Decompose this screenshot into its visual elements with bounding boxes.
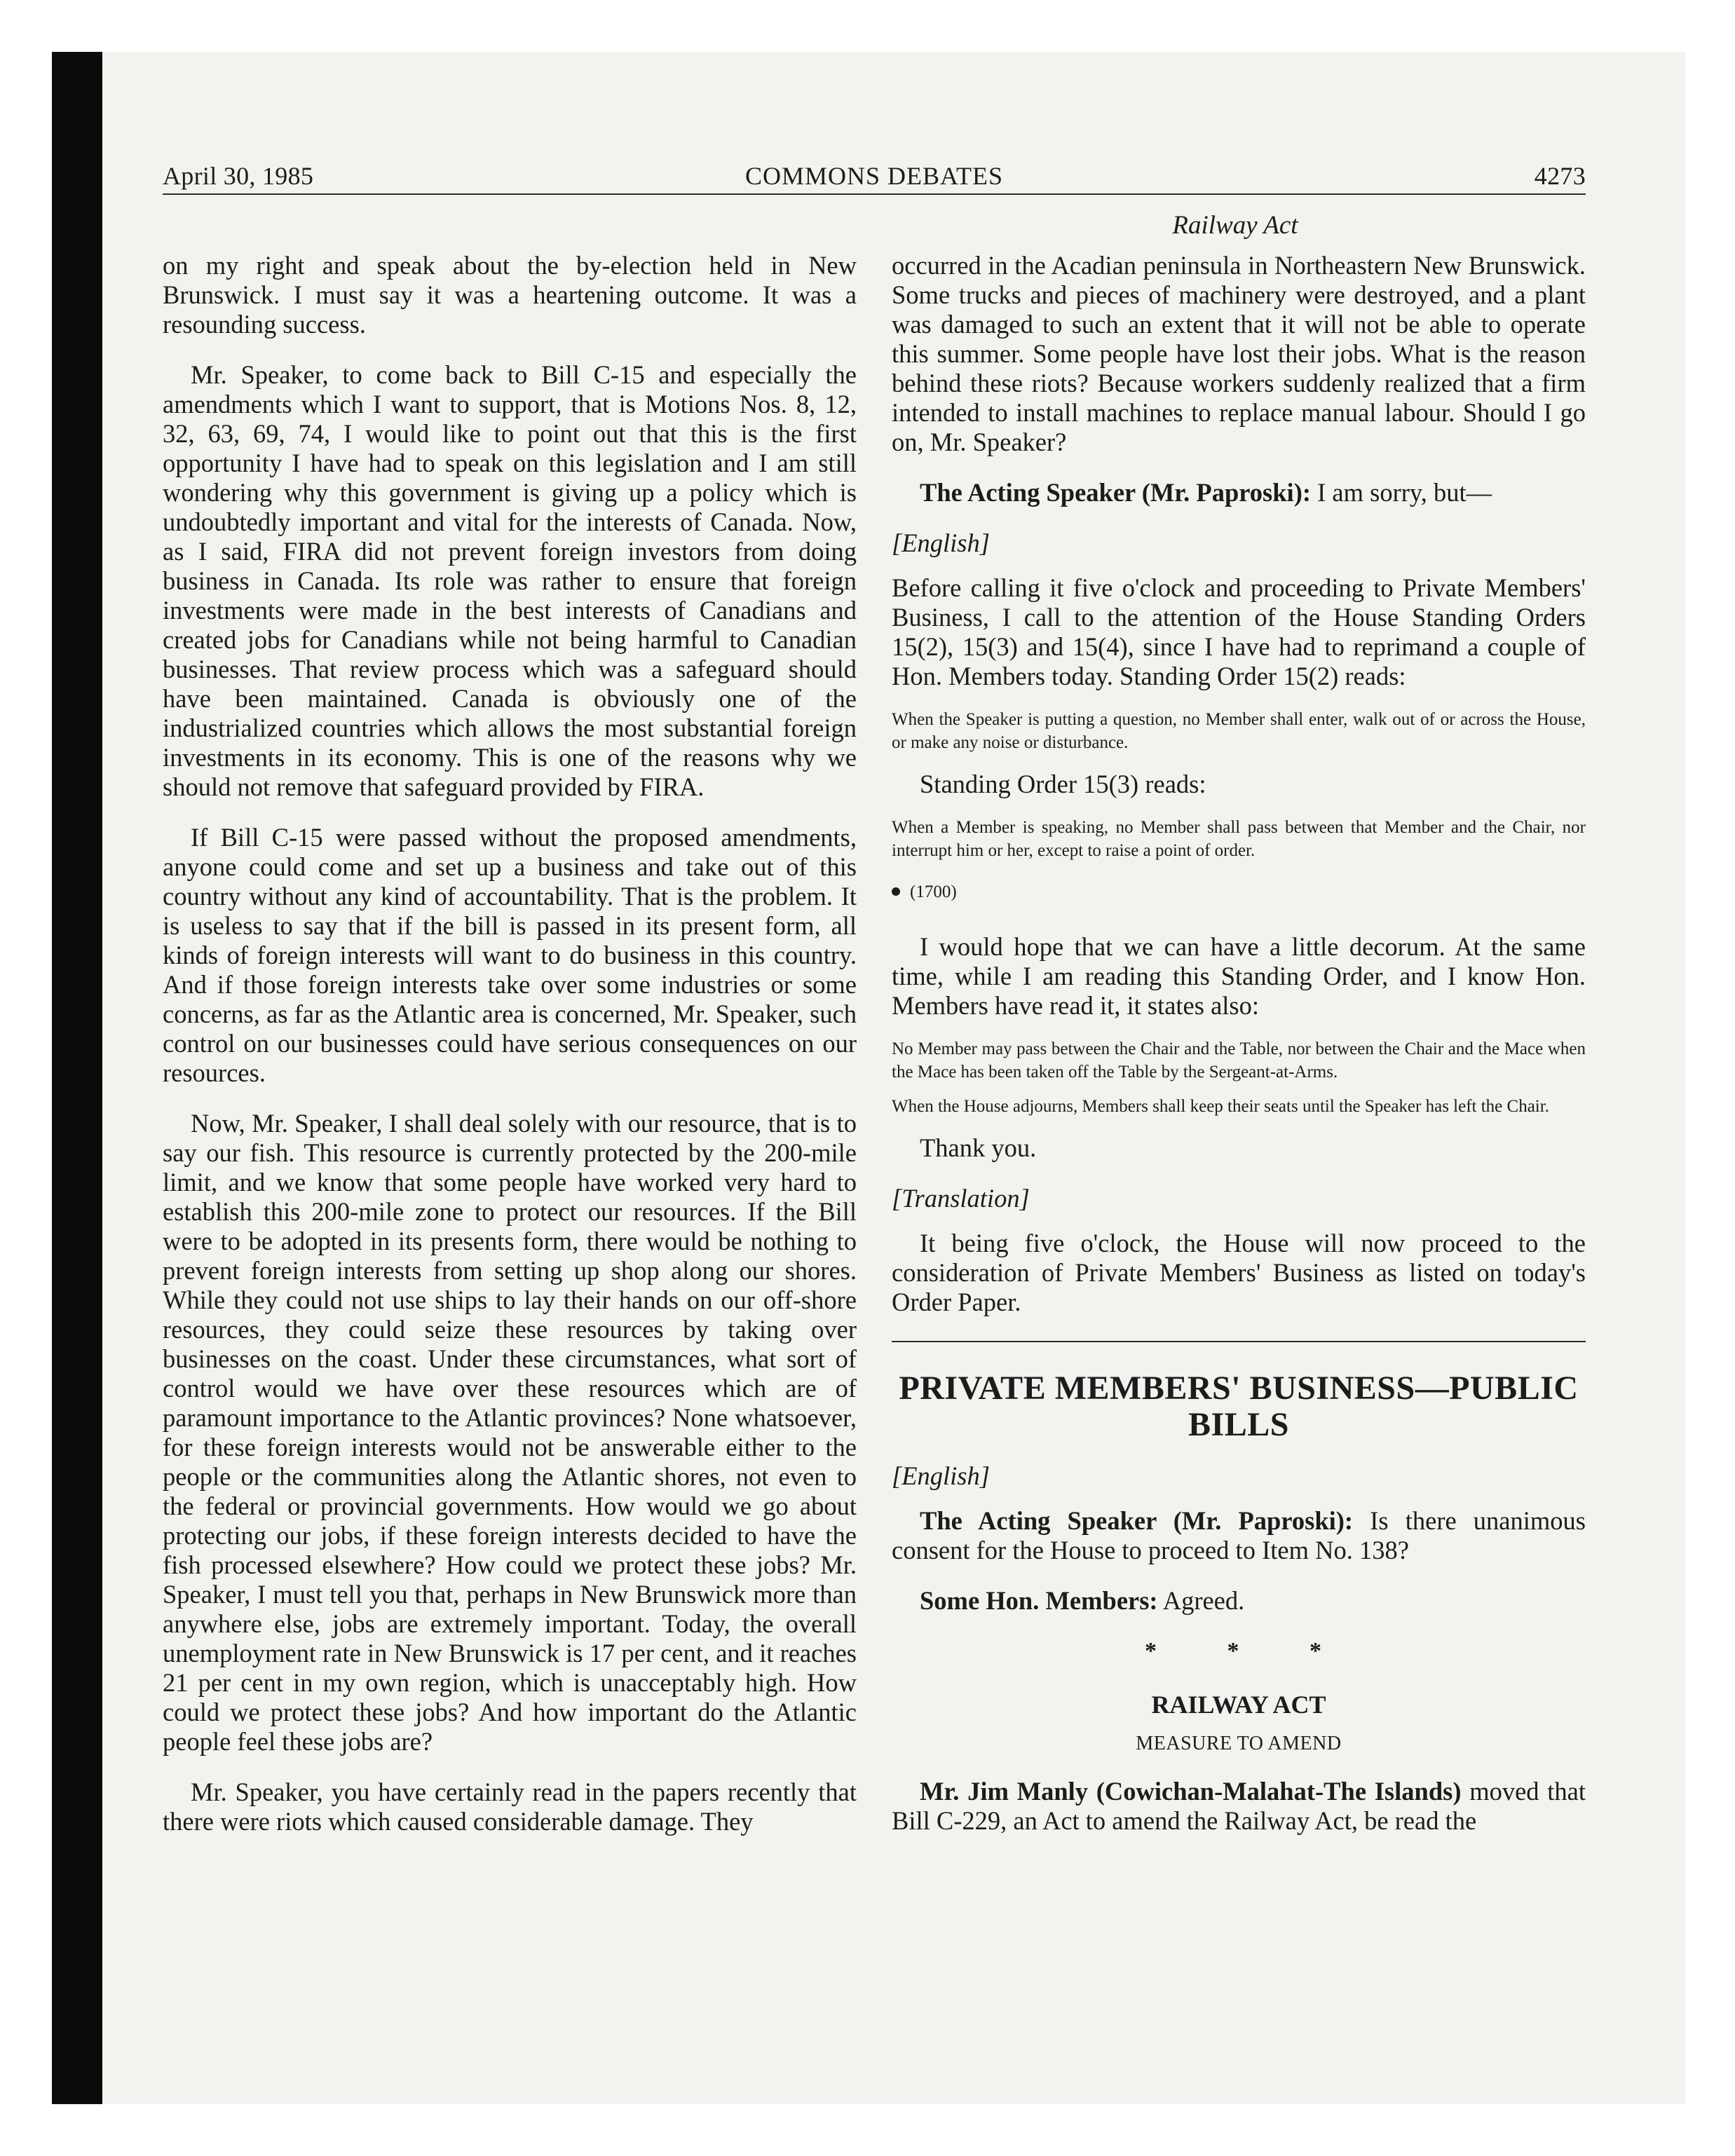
header-title: COMMONS DEBATES: [744, 162, 1004, 190]
paragraph: Thank you.: [920, 1133, 1037, 1162]
speaker-name: The Acting Speaker (Mr. Paproski):: [920, 1506, 1354, 1535]
bill-heading: RAILWAY ACT: [1151, 1691, 1326, 1719]
language-tag: [English]: [892, 1461, 990, 1490]
paragraph: on my right and speak about the by-election held in New Brunswick. I must say it was a heartening outcome. It was a resounding success.: [163, 251, 857, 339]
speaker-paragraph: [892, 1777, 1586, 1836]
paragraph: Mr. Speaker, to come back to Bill C-15 and especially the amendments which I want to support, that is Motions Nos. 8, 12, 32, 63, 69, 74, I would like to point out that this is the first opportunity I have had to speak on this legislation and I am still wondering why this government is giving up a policy which is undoubtedly important and vital for the interests of Canada. Now, as I said, FIRA did not prevent foreign investors from doing business in Canada. Its role was rather to ensure that foreign investments were made in the best interests of Canadians and created jobs for Canadians while not being harmful to Canadian businesses. That review process which was a safeguard should have been maintained. Canada is obviously one of the industrialized countries which allows the most substantial foreign investments in its economy. This is one of the reasons why we should not remove that safeguard provided by FIRA.: [163, 360, 857, 801]
page-header: [163, 158, 1586, 195]
paragraph: Mr. Speaker, you have certainly read in the papers recently that there were riots which caused considerable damage. They: [163, 1778, 857, 1836]
speech-text: moved that Bill C-229, an Act to amend the Railway Act, be read the: [892, 1777, 1586, 1835]
speaker-name: Mr. Jim Manly (Cowichan-Malahat-The Islands): [920, 1777, 1462, 1806]
right-column: [892, 251, 1586, 1857]
paragraph: If Bill C-15 were passed without the proposed amendments, anyone could come and set up a business and take out of this country without any kind of accountability. That is the problem. It is useless to say that if the bill is passed in its present form, all kinds of foreign interests will want to do business in this country. And if those foreign interests take over some industries or some concerns, as far as the Atlantic area is concerned, Mr. Speaker, such control on our businesses could have serious consequences on our resources.: [163, 823, 857, 1087]
paragraph: I would hope that we can have a little decorum. At the same time, while I am reading this Standing Order, and I know Hon. Members have read it, it states also:: [892, 932, 1586, 1020]
paragraph: Before calling it five o'clock and proceeding to Private Members' Business, I call to the attention of the House Standing Orders 15(2), 15(3) and 15(4), since I have had to reprimand a couple of Hon. Members today. Standing Order 15(2) reads:: [892, 573, 1586, 690]
header-date: April 30, 1985: [163, 162, 314, 190]
standing-order-quote: No Member may pass between the Chair and the Table, nor between the Chair and the Mace when the Mace has been taken off the Table by the Sergeant-at-Arms.: [892, 1039, 1586, 1082]
bullet-icon: [892, 887, 900, 896]
section-heading: PRIVATE MEMBERS' BUSINESS—PUBLIC BILLS: [899, 1370, 1579, 1443]
time-stamp: (1700): [910, 882, 957, 901]
paragraph: It being five o'clock, the House will now proceed to the consideration of Private Members' Business as listed on today's Order Paper.: [892, 1229, 1586, 1316]
running-head: Railway Act: [1172, 211, 1298, 240]
speaker-paragraph: [892, 1586, 1586, 1616]
speech-text: I am sorry, but—: [1311, 478, 1492, 507]
paragraph: occurred in the Acadian peninsula in Northeastern New Brunswick. Some trucks and pieces of machinery were destroyed, and a plant was damaged to such an extent that it will not be able to operate this summer. Some people have lost their jobs. What is the reason behind these riots? Because workers suddenly realized that a firm intended to install machines to replace manual labour. Should I go on, Mr. Speaker?: [892, 251, 1586, 456]
binding-shadow: [52, 52, 102, 2104]
header-rule: [163, 193, 1586, 195]
time-marker: [892, 878, 1586, 907]
page-number: 4273: [1534, 162, 1586, 190]
standing-order-quote: When a Member is speaking, no Member shall pass between that Member and the Chair, nor interrupt him or her, except to raise a point of order.: [892, 818, 1586, 860]
left-column: [163, 251, 857, 1857]
speaker-name: The Acting Speaker (Mr. Paproski):: [920, 478, 1311, 507]
speaker-paragraph: [892, 478, 1586, 507]
section-rule: [892, 1341, 1586, 1342]
speaker-paragraph: [892, 1506, 1586, 1565]
speech-text: Is there unanimous consent for the House to proceed to Item No. 138?: [892, 1506, 1586, 1564]
paragraph: Standing Order 15(3) reads:: [920, 770, 1206, 798]
language-tag: [English]: [892, 528, 990, 557]
bill-subheading: MEASURE TO AMEND: [1136, 1733, 1342, 1754]
speech-text: Agreed.: [1157, 1586, 1245, 1615]
speaker-name: Some Hon. Members:: [920, 1586, 1158, 1615]
paragraph: Now, Mr. Speaker, I shall deal solely with our resource, that is to say our fish. This resource is currently protected by the 200-mile limit, and we know that some people have worked very hard to establish this 200-mile zone to protect our resources. If the Bill were to be adopted in its presents form, there would be nothing to prevent foreign interests from setting up shop along our shores. While they could not use ships to lay their hands on our off-shore resources, they could seize these resources by taking over businesses on the coast. Under these circumstances, what sort of control would we have over these resources which are of paramount importance to the Atlantic provinces? None whatsoever, for these foreign interests would not be answerable either to the people or the communities along the Atlantic shores, not even to the federal or provincial governments. How would we go about protecting our jobs, if these foreign interests decided to have the fish processed elsewhere? How could we protect these jobs? Mr. Speaker, I must tell you that, perhaps in New Brunswick more than anywhere else, jobs are extremely important. Today, the overall unemployment rate in New Brunswick is 17 per cent, and it reaches 21 per cent in my own region, which is unacceptably high. How could we protect these jobs? And how important do the Atlantic people feel these jobs are?: [163, 1109, 857, 1756]
standing-order-quote: When the House adjourns, Members shall keep their seats until the Speaker has left the Chair.: [892, 1097, 1549, 1116]
section-separator: * * *: [1145, 1638, 1354, 1664]
language-tag: [Translation]: [892, 1184, 1030, 1213]
standing-order-quote: When the Speaker is putting a question, no Member shall enter, walk out of or across the House, or make any noise or disturbance.: [892, 710, 1586, 752]
